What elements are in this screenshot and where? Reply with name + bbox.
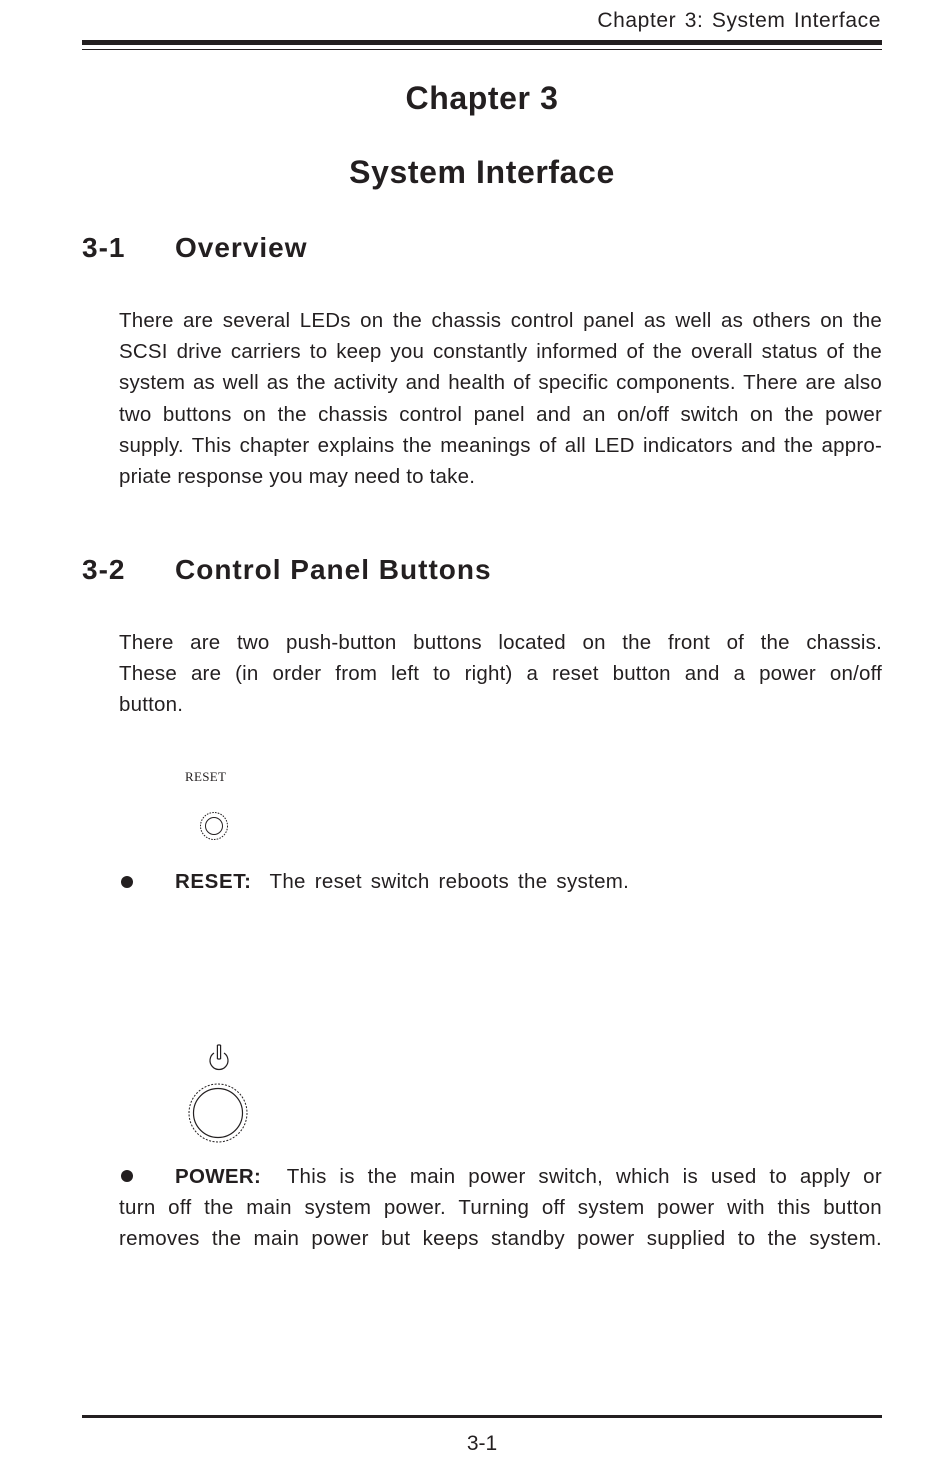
- control-panel-paragraph: [119, 627, 882, 721]
- section-heading-overview: [82, 232, 308, 264]
- reset-text: The reset switch reboots the system.: [269, 870, 630, 893]
- power-symbol-icon: [206, 1043, 232, 1075]
- paragraph-line: These are (in order from left to right) a reset button and a power on/off: [119, 662, 882, 686]
- power-line-3: removes the main power but keeps standby power supplied to the system.: [119, 1227, 882, 1250]
- power-button-icon: [187, 1082, 249, 1144]
- section-number: 3-2: [82, 554, 126, 585]
- running-header: Chapter 3: System Interface: [597, 9, 881, 32]
- power-line-2: turn off the main system power. Turning off system power with this button: [119, 1196, 882, 1219]
- paragraph-line: two buttons on the chassis control panel and an on/off switch on the power: [119, 402, 882, 426]
- power-description: [119, 1161, 882, 1254]
- header-rule-thick: [82, 40, 882, 45]
- paragraph-line: There are several LEDs on the chassis control panel as well as others on the: [119, 309, 882, 332]
- power-text: This is the main power switch, which is used to apply or: [286, 1165, 882, 1188]
- paragraph-line: There are two push-button buttons located on the front of the chassis.: [119, 631, 882, 654]
- section-title: Control Panel Buttons: [175, 554, 492, 585]
- reset-figure-label: RESET: [185, 769, 227, 784]
- footer-rule: [82, 1415, 882, 1418]
- paragraph-line: SCSI drive carriers to keep you constantly informed of the overall status of the: [119, 340, 882, 364]
- power-label: POWER:: [175, 1165, 262, 1188]
- section-title: Overview: [175, 232, 308, 263]
- reset-label: RESET:: [175, 870, 252, 893]
- paragraph-line: button.: [119, 693, 184, 717]
- reset-description: [175, 866, 629, 897]
- paragraph-line: priate response you may need to take.: [119, 465, 476, 489]
- chapter-title: Chapter 3: [405, 80, 559, 116]
- page-number: 3-1: [466, 1432, 498, 1455]
- section-number: 3-1: [82, 232, 126, 263]
- chapter-subtitle: System Interface: [349, 154, 615, 190]
- overview-paragraph: [119, 305, 882, 492]
- section-heading-control-panel-buttons: [82, 554, 492, 586]
- paragraph-line: supply. This chapter explains the meanings of all LED indicators and the appro-: [119, 433, 882, 457]
- reset-button-icon: [199, 811, 229, 841]
- bullet-dot: [121, 876, 133, 888]
- header-rule-thin: [82, 49, 882, 50]
- paragraph-line: system as well as the activity and health of specific components. There are also: [119, 371, 882, 395]
- power-line-1: [119, 1161, 882, 1192]
